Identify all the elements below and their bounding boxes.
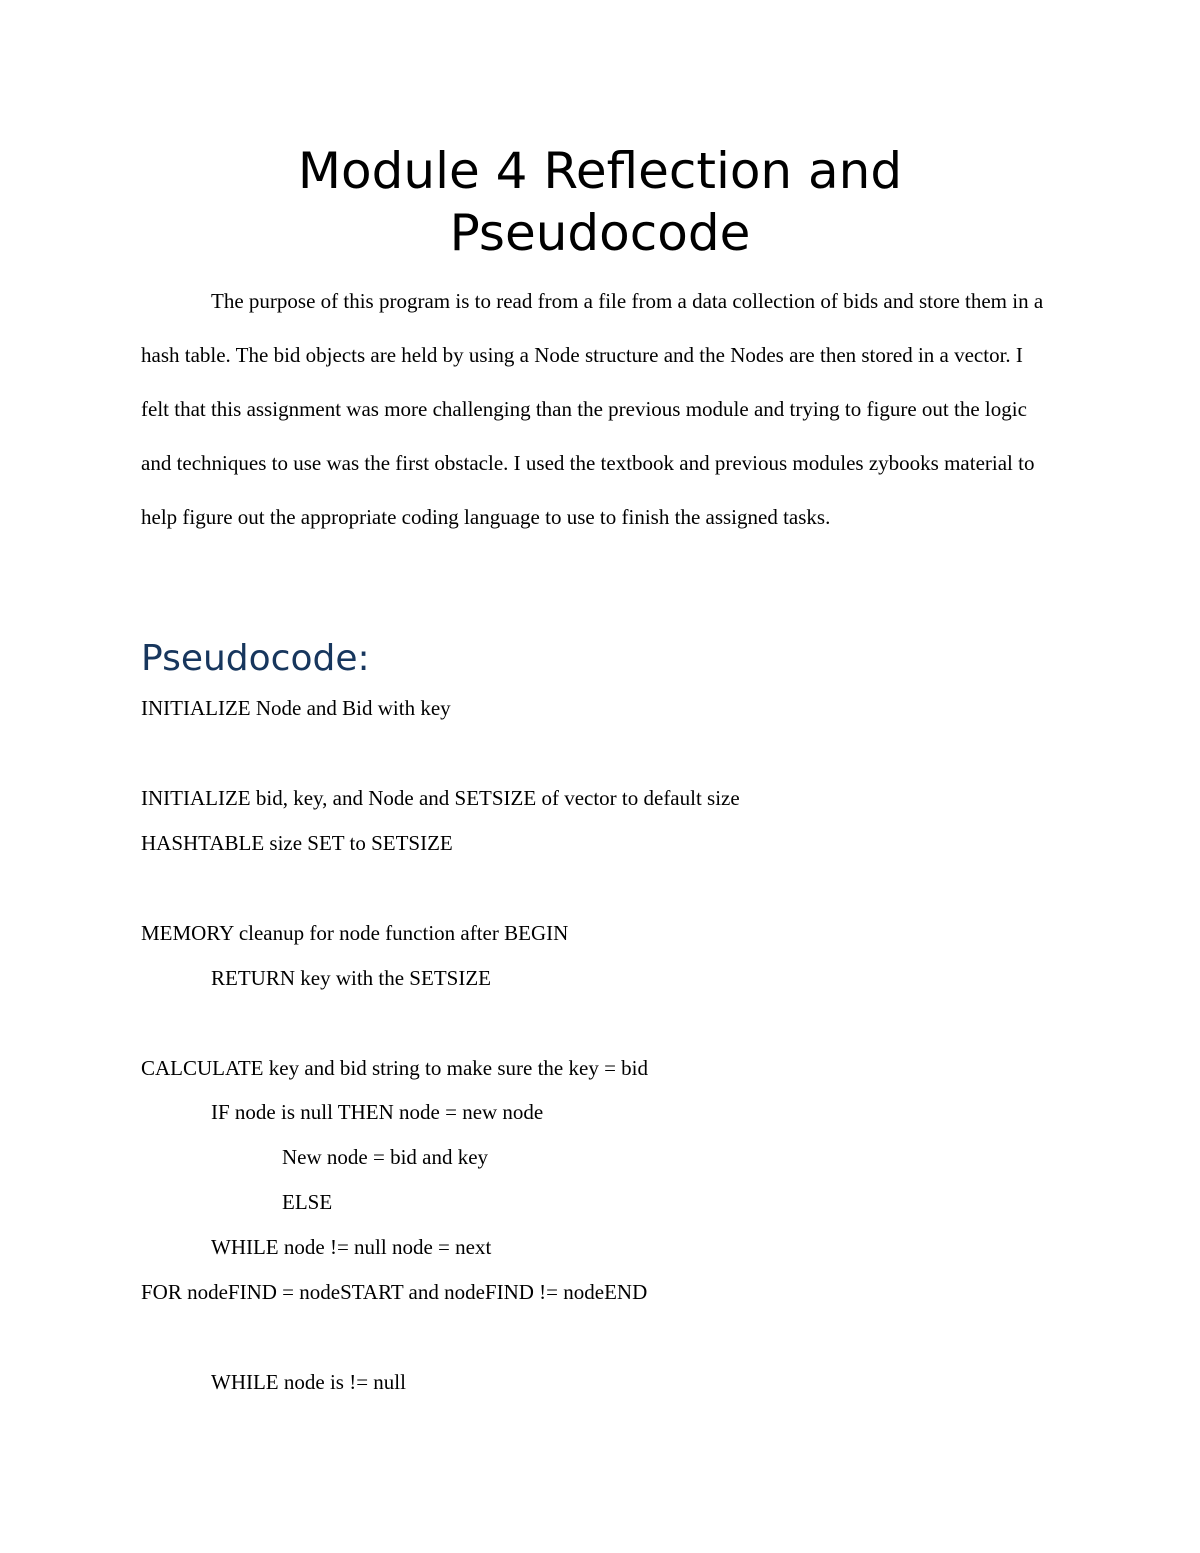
pseudocode-line: WHILE node is != null bbox=[211, 1370, 406, 1394]
section-heading-pseudocode: Pseudocode: bbox=[141, 638, 370, 679]
pseudocode-line: IF node is null THEN node = new node bbox=[211, 1100, 544, 1124]
pseudocode-line: FOR nodeFIND = nodeSTART and nodeFIND != nodeEND bbox=[141, 1280, 648, 1304]
document-title bbox=[0, 140, 1200, 264]
title-line-2: Pseudocode bbox=[449, 204, 751, 262]
pseudocode-line: ELSE bbox=[282, 1190, 333, 1214]
pseudocode-line: CALCULATE key and bid string to make sure the key = bid bbox=[141, 1056, 649, 1080]
pseudocode-line: RETURN key with the SETSIZE bbox=[211, 966, 491, 990]
pseudocode-line: INITIALIZE bid, key, and Node and SETSIZE of vector to default size bbox=[141, 786, 740, 810]
intro-paragraph: The purpose of this program is to read from a file from a data collection of bids and store them in a hash table. The bid objects are held by using a Node structure and the Nodes are then stored in a vector. I felt that this assignment was more challenging than the previous module and trying to figure out the logic and techniques to use was the first obstacle. I used the textbook and previous modules zybooks material to help figure out the appropriate coding language to use to finish the assigned tasks. bbox=[141, 289, 1044, 529]
pseudocode-line: HASHTABLE size SET to SETSIZE bbox=[141, 831, 453, 855]
pseudocode-line: INITIALIZE Node and Bid with key bbox=[141, 696, 451, 720]
pseudocode-line: WHILE node != null node = next bbox=[211, 1235, 492, 1259]
pseudocode-line: MEMORY cleanup for node function after BEGIN bbox=[141, 921, 569, 945]
pseudocode-line: New node = bid and key bbox=[282, 1145, 489, 1169]
title-line-1: Module 4 Reflection and bbox=[297, 142, 903, 200]
